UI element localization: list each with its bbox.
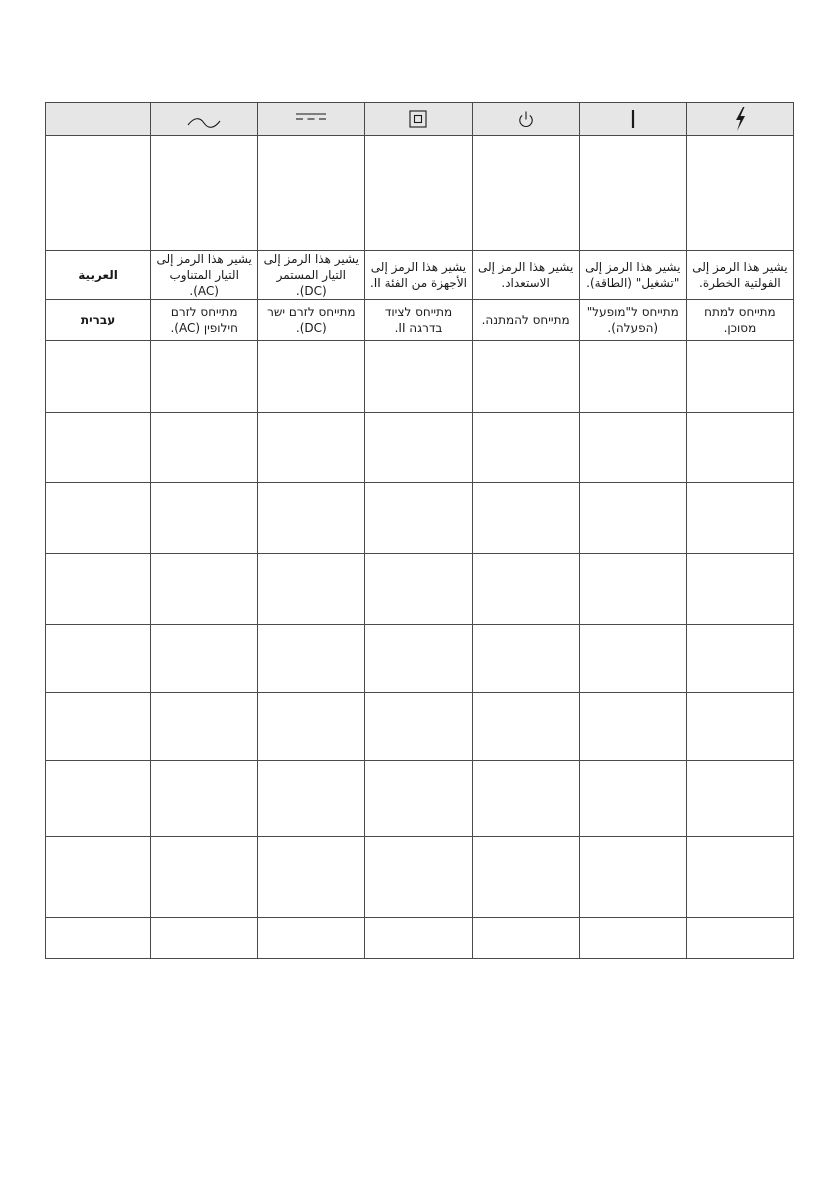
table-cell: [46, 625, 151, 693]
class-ii-double-square-icon: [406, 107, 430, 131]
empty-row: [46, 413, 794, 483]
table-cell: [151, 837, 258, 918]
table-cell: [151, 136, 258, 251]
table-cell: [579, 918, 686, 959]
standby-power-icon: [514, 107, 538, 131]
table-cell: [151, 625, 258, 693]
hebrew-dc-cell: [258, 300, 365, 341]
table-cell: [472, 413, 579, 483]
table-cell: [579, 693, 686, 761]
table-cell: [151, 554, 258, 625]
table-cell: [46, 341, 151, 413]
table-cell: [365, 483, 472, 554]
table-cell: [472, 483, 579, 554]
table-cell: [151, 483, 258, 554]
empty-row: [46, 693, 794, 761]
hebrew-ac-description: מתייחס לזרם חילופין (AC).: [170, 305, 238, 335]
symbols-table: [45, 102, 794, 959]
table-cell: [472, 837, 579, 918]
blank-row: [46, 136, 794, 251]
hebrew-power-on-description: מתייחס ל"מופעל" (הפעלה).: [586, 305, 679, 335]
table-cell: [365, 413, 472, 483]
table-cell: [46, 136, 151, 251]
table-cell: [258, 554, 365, 625]
table-cell: [686, 413, 793, 483]
table-cell: [46, 554, 151, 625]
table-cell: [579, 413, 686, 483]
header-blank-cell: [46, 103, 151, 136]
table-cell: [151, 341, 258, 413]
table-cell: [46, 693, 151, 761]
table-cell: [686, 761, 793, 837]
empty-row: [46, 341, 794, 413]
table-cell: [258, 761, 365, 837]
table-cell: [472, 341, 579, 413]
arabic-row: [46, 251, 794, 300]
hebrew-standby-description: מתייחס להמתנה.: [481, 313, 570, 327]
table-cell: [151, 918, 258, 959]
table-cell: [472, 693, 579, 761]
table-cell: [46, 483, 151, 554]
arabic-class-ii-cell: [365, 251, 472, 300]
table-cell: [579, 483, 686, 554]
ac-wave-icon: [184, 107, 224, 131]
header-class-ii-cell: [365, 103, 472, 136]
table-cell: [686, 837, 793, 918]
table-cell: [686, 693, 793, 761]
hebrew-danger-voltage-description: מתייחס למתח מסוכן.: [704, 305, 776, 335]
table-cell: [258, 837, 365, 918]
table-cell: [258, 693, 365, 761]
table-cell: [472, 136, 579, 251]
table-cell: [686, 483, 793, 554]
arabic-ac-description: يشير هذا الرمز إلى التيار المتناوب (AC).: [156, 252, 252, 298]
arabic-class-ii-description: يشير هذا الرمز إلى الأجهزة من الفئة II.: [369, 260, 467, 290]
hebrew-standby-cell: [472, 300, 579, 341]
table-cell: [472, 554, 579, 625]
table-cell: [258, 918, 365, 959]
table-cell: [46, 413, 151, 483]
hebrew-label-cell: [46, 300, 151, 341]
empty-row: [46, 554, 794, 625]
table-cell: [579, 837, 686, 918]
power-on-bar-icon: [621, 107, 645, 131]
arabic-language-label: العربية: [78, 268, 118, 282]
arabic-power-on-cell: [579, 251, 686, 300]
hebrew-language-label: עברית: [80, 313, 116, 327]
table-cell: [686, 136, 793, 251]
table-cell: [686, 918, 793, 959]
table-cell: [258, 136, 365, 251]
table-cell: [365, 625, 472, 693]
hebrew-row: [46, 300, 794, 341]
table-cell: [258, 341, 365, 413]
arabic-ac-cell: [151, 251, 258, 300]
table-cell: [472, 761, 579, 837]
table-cell: [686, 341, 793, 413]
table-cell: [46, 837, 151, 918]
table-cell: [46, 761, 151, 837]
table-cell: [579, 341, 686, 413]
table-cell: [579, 554, 686, 625]
table-cell: [579, 761, 686, 837]
header-power-on-cell: [579, 103, 686, 136]
empty-row: [46, 837, 794, 918]
table-cell: [151, 413, 258, 483]
table-cell: [365, 693, 472, 761]
table-cell: [579, 625, 686, 693]
table-cell: [151, 761, 258, 837]
table-cell: [258, 625, 365, 693]
header-dc-cell: [258, 103, 365, 136]
arabic-danger-voltage-description: يشير هذا الرمز إلى الفولتية الخطرة.: [692, 260, 788, 290]
table-cell: [258, 483, 365, 554]
header-standby-cell: [472, 103, 579, 136]
table-cell: [472, 625, 579, 693]
arabic-label-cell: [46, 251, 151, 300]
table-cell: [686, 554, 793, 625]
hebrew-power-on-cell: [579, 300, 686, 341]
hebrew-class-ii-cell: [365, 300, 472, 341]
hebrew-ac-cell: [151, 300, 258, 341]
empty-row: [46, 483, 794, 554]
table-cell: [579, 136, 686, 251]
table-cell: [258, 413, 365, 483]
empty-row: [46, 918, 794, 959]
hebrew-class-ii-description: מתייחס לציוד בדרגה II.: [384, 305, 453, 335]
table-cell: [365, 341, 472, 413]
arabic-dc-cell: [258, 251, 365, 300]
arabic-power-on-description: يشير هذا الرمز إلى "تشغيل" (الطاقة).: [585, 260, 681, 290]
empty-row: [46, 625, 794, 693]
symbol-header-row: [46, 103, 794, 136]
table-cell: [46, 918, 151, 959]
header-danger-voltage-cell: [686, 103, 793, 136]
table-cell: [365, 918, 472, 959]
arabic-danger-voltage-cell: [686, 251, 793, 300]
table-cell: [365, 837, 472, 918]
table-cell: [686, 625, 793, 693]
hebrew-dc-description: מתייחס לזרם ישר (DC).: [267, 305, 356, 335]
table-cell: [472, 918, 579, 959]
header-ac-cell: [151, 103, 258, 136]
arabic-dc-description: يشير هذا الرمز إلى التيار المستمر (DC).: [263, 252, 359, 298]
empty-row: [46, 761, 794, 837]
table-cell: [151, 693, 258, 761]
lightning-bolt-icon: [728, 105, 752, 133]
table-cell: [365, 554, 472, 625]
arabic-standby-cell: [472, 251, 579, 300]
arabic-standby-description: يشير هذا الرمز إلى الاستعداد.: [477, 260, 574, 290]
hebrew-danger-voltage-cell: [686, 300, 793, 341]
table-cell: [365, 761, 472, 837]
dc-lines-icon: [291, 107, 331, 131]
table-cell: [365, 136, 472, 251]
